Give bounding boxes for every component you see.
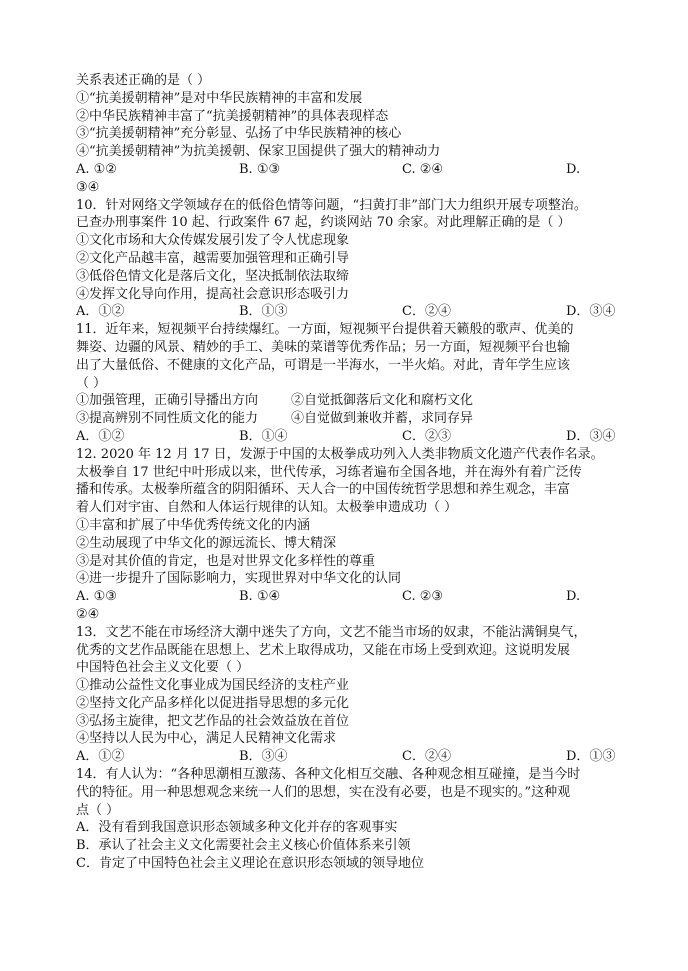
option-d: D．①③ xyxy=(566,749,616,765)
option-c: C．②④ xyxy=(402,304,451,320)
question-stem-line: 播和传承。太极拳所蕴含的阴阳循环、天人合一的中国传统哲学思想和养生观念，丰富 xyxy=(76,482,571,498)
option-d: D．③④ xyxy=(566,304,616,320)
statement-2: ②坚持文化产品多样化以促进指导思想的多元化 xyxy=(76,695,350,711)
question-stem-line: 出了大量低俗、不健康的文化产品，可谓是一半海水，一半火焰。对此，青年学生应该 xyxy=(76,357,571,373)
question-stem-line: 已查办刑事案件 10 起、行政案件 67 起，约谈网站 70 余家。对此理解正确的是（ ） xyxy=(76,215,571,231)
answer-options xyxy=(76,303,616,321)
statement-1: ①丰富和扩展了中华优秀传统文化的内涵 xyxy=(76,517,311,533)
question-11 xyxy=(76,321,616,446)
statement-4: ④进一步提升了国际影响力，实现世界对中华文化的认同 xyxy=(76,571,402,587)
choice-c: C．肯定了中国特色社会主义理论在意识形态领域的领导地位 xyxy=(76,856,424,872)
question-stem-line: 优秀的文艺作品既能在思想上、艺术上取得成功，又能在市场上受到欢迎。这说明发展 xyxy=(76,642,571,658)
option-b: B．③④ xyxy=(239,749,288,765)
question-9 xyxy=(76,72,616,197)
option-d: D. xyxy=(566,589,581,605)
question-stem-line: 14．有人认为：“各种思潮相互激荡、各种文化相互交融、各种观念相互碰撞，是当今时 xyxy=(76,767,581,783)
question-stem-line: 11．近年来，短视频平台持续爆红。一方面，短视频平台提供着天籁般的歌声、优美的 xyxy=(76,322,574,338)
statement-3: ③弘扬主旋律，把文艺作品的社会效益放在首位 xyxy=(76,713,350,729)
option-a: A．①② xyxy=(76,304,125,320)
question-12 xyxy=(76,446,616,624)
question-stem-line: 着人们对宇宙、自然和人体运行规律的认知。太极拳申遗成功（ ） xyxy=(76,500,458,516)
option-c: C．②③ xyxy=(402,428,451,444)
option-a: A. ①③ xyxy=(76,589,117,605)
question-stem-line: 代的特征。用一种思想观念来统一人们的思想，实在没有必要，也是不现实的。”这种观 xyxy=(76,784,571,800)
option-d: D. xyxy=(566,161,581,177)
question-stem-line: 10．针对网络文学领域存在的低俗色情等问题，“扫黄打非”部门大力组织开展专项整治。 xyxy=(76,197,587,213)
statement-3: ③是对其价值的肯定，也是对世界文化多样性的尊重 xyxy=(76,553,376,569)
option-a: A．①② xyxy=(76,428,125,444)
statement-1: ①“抗美援朝精神”是对中华民族精神的丰富和发展 xyxy=(76,90,363,106)
option-c: C．②④ xyxy=(402,749,451,765)
statement-pair-2: ③提高辨别不同性质文化的能力 ④自觉做到兼收并蓄，求同存异 xyxy=(76,411,474,427)
question-stem-line: 舞姿、边疆的风景、精妙的手工、美味的菜谱等优秀作品；另一方面，短视频平台也输 xyxy=(76,339,571,355)
statement-3: ③低俗色情文化是落后文化，坚决抵制依法取缔 xyxy=(76,268,350,284)
option-b: B．①④ xyxy=(239,428,288,444)
choice-b: B．承认了社会主义文化需要社会主义核心价值体系来引领 xyxy=(76,838,411,854)
question-14 xyxy=(76,766,616,873)
statement-2: ②文化产品越丰富，越需要加强管理和正确引导 xyxy=(76,250,350,266)
question-13 xyxy=(76,624,616,766)
option-d-wrap: ②④ xyxy=(76,606,100,622)
question-stem: 关系表述正确的是（ ） xyxy=(76,73,211,88)
option-c: C. ②③ xyxy=(402,589,444,605)
statement-1: ①文化市场和大众传媒发展引发了令人忧虑现象 xyxy=(76,233,350,249)
option-d: D．③④ xyxy=(566,428,616,444)
answer-options xyxy=(76,588,616,606)
statement-3: ③“抗美援朝精神”充分彰显、弘扬了中华民族精神的核心 xyxy=(76,126,402,142)
exam-page xyxy=(76,72,616,873)
choice-a: A．没有看到我国意识形态领域多种文化并存的客观事实 xyxy=(76,820,398,836)
question-stem-line: 中国特色社会主义文化要（ ） xyxy=(76,660,250,676)
statement-4: ④发挥文化导向作用，提高社会意识形态吸引力 xyxy=(76,286,350,302)
question-stem-line: 13．文艺不能在市场经济大潮中迷失了方向，文艺不能当市场的奴隶，不能沾满铜臭气， xyxy=(76,624,587,640)
statement-1: ①推动公益性文化事业成为国民经济的支柱产业 xyxy=(76,678,350,694)
answer-options xyxy=(76,748,616,766)
option-d-wrap: ③④ xyxy=(76,179,100,195)
statement-4: ④“抗美援朝精神”为抗美援朝、保家卫国提供了强大的精神动力 xyxy=(76,144,441,160)
option-a: A．①② xyxy=(76,749,125,765)
question-stem-line: 12. 2020 年 12 月 17 日，发源于中国的太极拳成功列入人类非物质文化遗产代表作名录。 xyxy=(76,446,604,462)
answer-options xyxy=(76,161,616,179)
option-b: B. ①③ xyxy=(239,161,281,177)
question-10 xyxy=(76,197,616,322)
statement-4: ④坚持以人民为中心，满足人民精神文化需求 xyxy=(76,731,337,747)
question-stem-line: （ ） xyxy=(76,375,107,391)
question-stem-line: 太极拳自 17 世纪中叶形成以来，世代传承，习练者遍布全国各地，并在海外有着广泛传 xyxy=(76,464,582,480)
option-b: B. ①④ xyxy=(239,589,281,605)
option-a: A. ①② xyxy=(76,161,117,177)
statement-2: ②中华民族精神丰富了“抗美援朝精神”的具体表现样态 xyxy=(76,108,389,124)
statement-pair-1: ①加强管理，正确引导播出方向 ②自觉抵御落后文化和腐朽文化 xyxy=(76,393,474,409)
option-c: C. ②④ xyxy=(402,161,444,177)
question-stem-line: 点（ ） xyxy=(76,802,120,818)
option-b: B．①③ xyxy=(239,304,288,320)
answer-options xyxy=(76,428,616,446)
statement-2: ②生动展现了中华文化的源远流长、博大精深 xyxy=(76,535,337,551)
